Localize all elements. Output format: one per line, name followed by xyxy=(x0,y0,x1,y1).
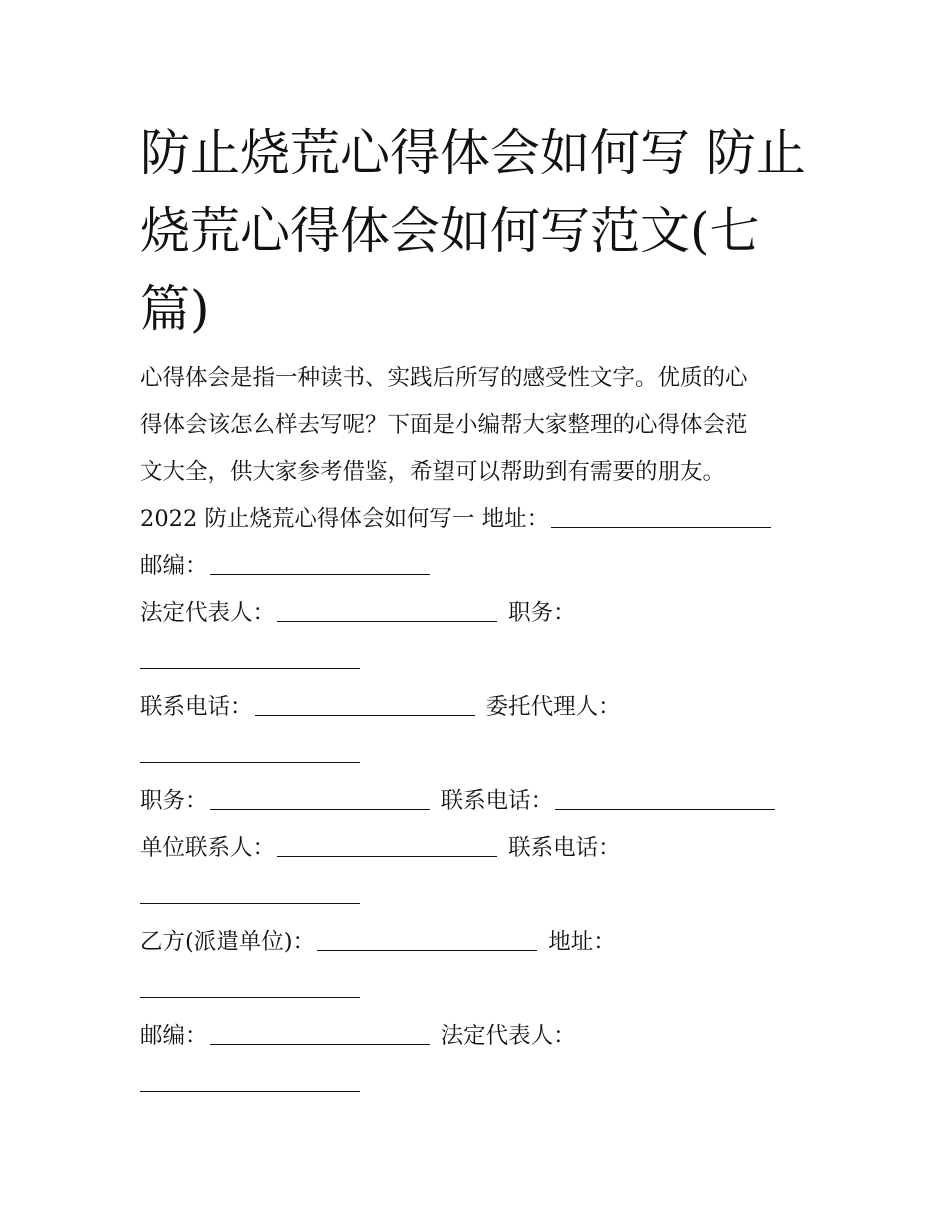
form-line xyxy=(140,872,820,919)
blank-party-b-address[interactable] xyxy=(140,967,360,998)
blank-party-b-postcode[interactable] xyxy=(210,1014,430,1045)
field-label-address: 地址： xyxy=(481,506,550,532)
blank-unit-contact[interactable] xyxy=(277,826,497,857)
blank-agent-phone[interactable] xyxy=(555,779,775,810)
blank-party-b[interactable] xyxy=(317,920,537,951)
title-line-2: 烧荒心得体会如何写范文(七 xyxy=(140,202,760,260)
form-line xyxy=(140,637,820,684)
field-label-legal-rep: 法定代表人： xyxy=(440,1023,576,1049)
field-label-party-b: 乙方(派遣单位)： xyxy=(140,929,316,955)
field-label-legal-rep: 法定代表人： xyxy=(140,600,276,626)
form-line xyxy=(140,731,820,778)
blank-legal-rep[interactable] xyxy=(277,591,497,622)
field-label-address: 地址： xyxy=(548,929,616,955)
form-line xyxy=(140,966,820,1013)
blank-unit-phone[interactable] xyxy=(140,873,360,904)
intro-line xyxy=(140,449,820,496)
field-label-phone: 联系电话： xyxy=(440,788,554,814)
blank-position[interactable] xyxy=(140,638,360,669)
field-label-position: 职务： xyxy=(508,600,576,626)
field-label-phone: 联系电话： xyxy=(508,835,621,861)
form-line xyxy=(140,825,820,872)
form-line xyxy=(140,684,820,731)
blank-postcode[interactable] xyxy=(210,544,430,575)
form-line xyxy=(140,496,820,543)
field-label-position: 职务： xyxy=(140,788,208,814)
field-label-postcode: 邮编： xyxy=(140,553,208,579)
title-line-3: 篇) xyxy=(140,280,210,338)
form-line xyxy=(140,778,820,825)
field-label-postcode: 邮编： xyxy=(140,1023,208,1049)
form-line xyxy=(140,1013,820,1060)
document-title xyxy=(140,114,820,348)
field-label-agent: 委托代理人： xyxy=(485,694,621,720)
intro-line xyxy=(140,402,820,449)
blank-agent[interactable] xyxy=(140,732,360,763)
document-body xyxy=(140,355,820,1107)
intro-line xyxy=(140,355,820,402)
blank-party-b-legal-rep[interactable] xyxy=(140,1061,360,1092)
section-heading: 2022 防止烧荒心得体会如何写一 xyxy=(140,506,475,532)
intro-text-1: 心得体会是指一种读书、实践后所写的感受性文字。优质的心 xyxy=(140,365,748,391)
blank-address[interactable] xyxy=(551,497,771,528)
field-label-phone: 联系电话： xyxy=(140,694,253,720)
intro-text-3: 文大全，供大家参考借鉴，希望可以帮助到有需要的朋友。 xyxy=(140,459,726,485)
field-label-unit-contact: 单位联系人： xyxy=(140,835,276,861)
form-line xyxy=(140,919,820,966)
form-line xyxy=(140,590,820,637)
blank-phone[interactable] xyxy=(255,685,475,716)
form-line xyxy=(140,543,820,590)
form-line xyxy=(140,1060,820,1107)
blank-agent-position[interactable] xyxy=(210,779,430,810)
intro-text-2: 得体会该怎么样去写呢？下面是小编帮大家整理的心得体会范 xyxy=(140,412,748,438)
title-line-1: 防止烧荒心得体会如何写 防止 xyxy=(140,124,806,182)
